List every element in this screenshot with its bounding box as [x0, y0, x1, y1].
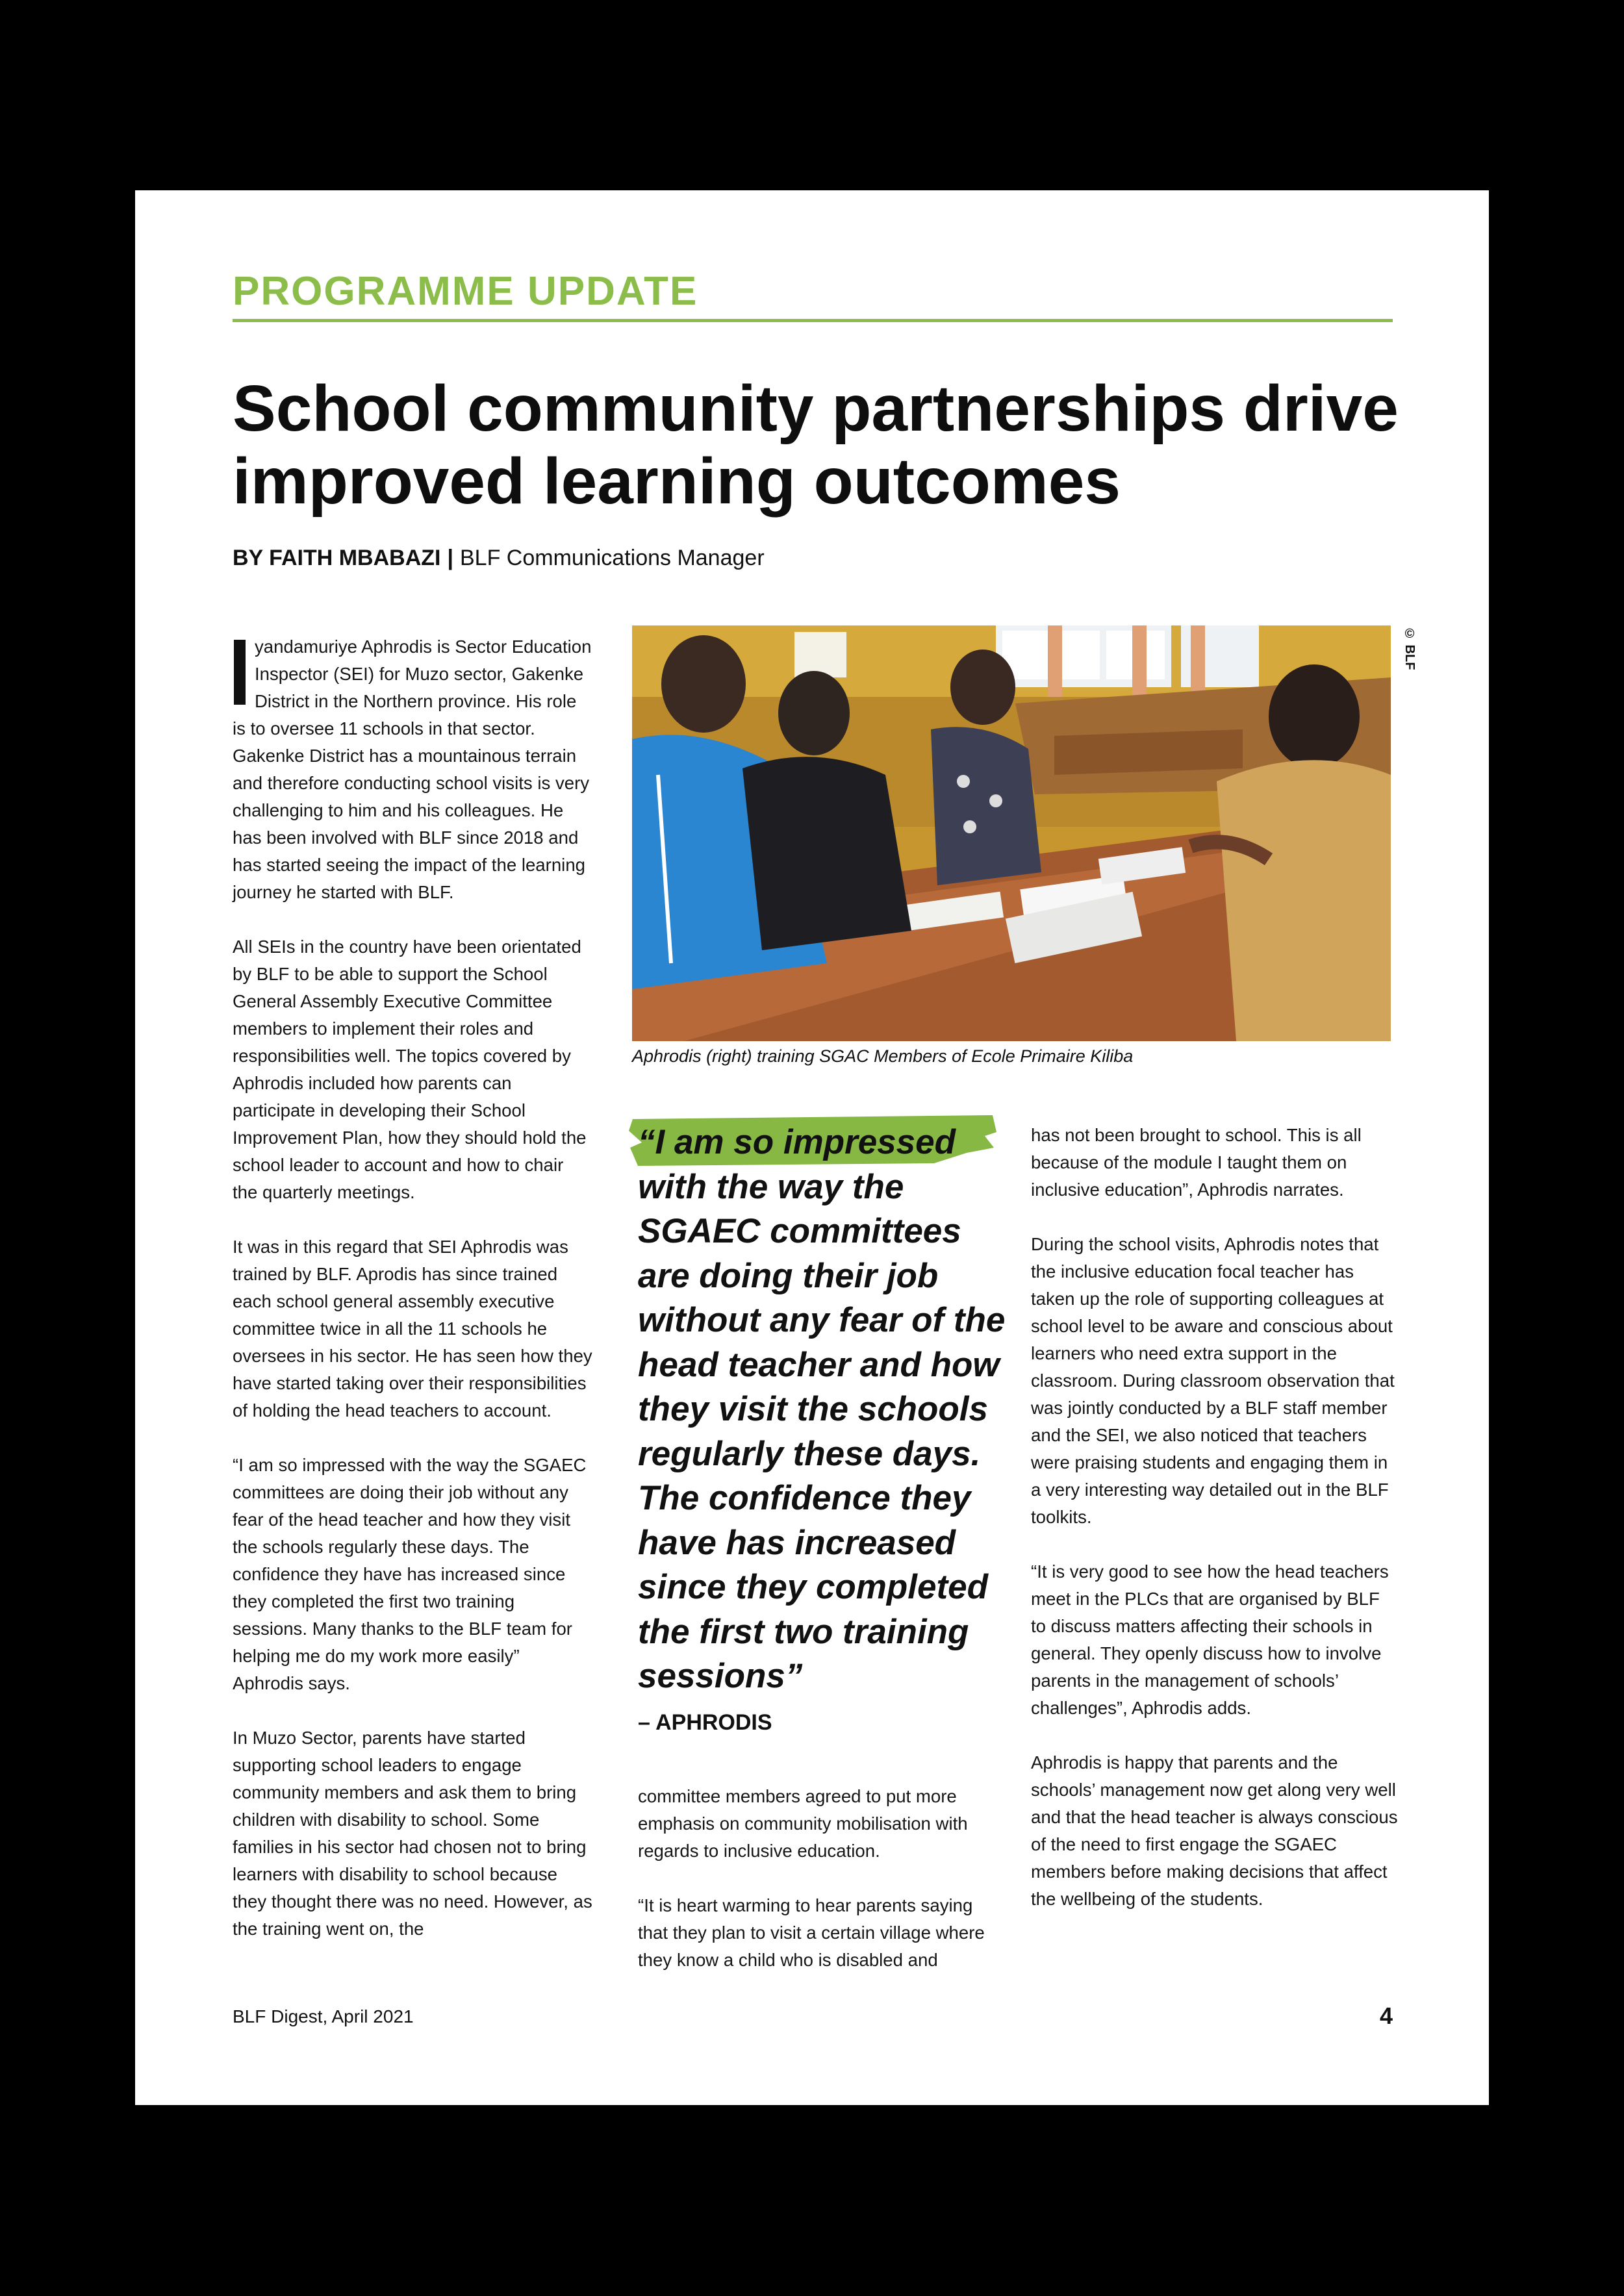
- byline: [233, 546, 765, 571]
- paragraph: committee members agreed to put more emphasis on community mobilisation with regards to inclusive education.: [638, 1786, 968, 1861]
- paragraph: During the school visits, Aphrodis notes that the inclusive education focal teacher has taken up the role of supporting colleagues at school level to be aware and conscious about learners who need extra support in the classroom. During classroom observation that was jointly conducted by a BLF staff member and the SEI, we also noticed that teachers were praising students and engaging them in a very interesting way detailed out in the BLF toolkits.: [1031, 1234, 1395, 1527]
- publication-footer: BLF Digest, April 2021: [233, 2006, 414, 2026]
- photo-caption: Aphrodis (right) training SGAC Members of Ecole Primaire Kiliba: [632, 1046, 1134, 1066]
- byline-role: BLF Communications Manager: [460, 546, 765, 570]
- body-column-2: [638, 1783, 998, 2001]
- byline-author: BY FAITH MBABAZI: [233, 546, 441, 570]
- byline-separator: |: [447, 546, 453, 570]
- training-photo: [632, 625, 1391, 1041]
- paragraph: “It is very good to see how the head teachers meet in the PLCs that are organised by BLF to discuss matters affecting their schools in general. They openly discuss how to involve parents in the management of schools’ challenges”, Aphrodis adds.: [1031, 1561, 1389, 1718]
- section-divider: [233, 319, 1393, 322]
- body-column-1: [233, 633, 593, 1970]
- article-page: [135, 190, 1489, 2105]
- pull-quote-attribution: – APHRODIS: [638, 1710, 772, 1735]
- paragraph: All SEIs in the country have been orientated by BLF to be able to support the School General Assembly Executive Committee members to implement their roles and responsibilities well. The topics covered by Aphrodis included how parents can participate in developing their School Improvement Plan, how they should hold the school leader to account and how to chair the quarterly meetings.: [233, 937, 587, 1202]
- paragraph-text: yandamuriye Aphrodis is Sector Education Inspector (SEI) for Muzo sector, Gakenke District in the Northern province. His role is to oversee 11 schools in that sector. Gakenke District has a mountainous terrain and therefore conducting school visits is very challenging to him and his colleagues. He has been involved with BLF since 2018 and has started seeing the impact of the learning journey he started with BLF.: [233, 637, 592, 902]
- photo-credit: © BLF: [1402, 627, 1417, 670]
- section-label: PROGRAMME UPDATE: [233, 269, 698, 314]
- pull-quote: “I am so impressed with the way the SGAEC committees are doing their job without any fear of the head teacher and how they visit the schools regularly these days. The confidence they have has increased since they completed the first two training sessions”: [638, 1123, 1006, 1695]
- page-number: 4: [1379, 2002, 1393, 2029]
- paragraph: [233, 633, 593, 906]
- paragraph: It was in this regard that SEI Aphrodis was trained by BLF. Aprodis has since trained each school general assembly executive committee twice in all the 11 schools he oversees in his sector. He has seen how they have started taking over their responsibilities of holding the head teachers to account.: [233, 1237, 592, 1420]
- article-headline: School community partnerships drive improved learning outcomes: [233, 372, 1399, 518]
- paragraph: “It is heart warming to hear parents saying that they plan to visit a certain village where they know a child who is disabled and: [638, 1895, 985, 1970]
- paragraph: “I am so impressed with the way the SGAEC committees are doing their job without any fear of the head teacher and how they visit the schools regularly these days. The confidence they have has increased since they completed the first two training sessions. Many thanks to the BLF team for helping me do my work more easily” Aphrodis says.: [233, 1455, 587, 1693]
- classroom-photo-illustration: [632, 625, 1391, 1041]
- drop-cap-mark: [234, 640, 246, 705]
- paragraph: Aphrodis is happy that parents and the schools’ management now get along very well and that the head teacher is always conscious of the need to first engage the SGAEC members before making decisions that affect the wellbeing of the students.: [1031, 1752, 1398, 1909]
- body-column-3: [1031, 1122, 1398, 1940]
- paragraph: In Muzo Sector, parents have started supporting school leaders to engage community members and ask them to bring children with disability to school. Some families in his sector had chosen not to bring learners with disability to school because they thought there was no need. However, as the training went on, the: [233, 1728, 592, 1939]
- paragraph: has not been brought to school. This is all because of the module I taught them on inclusive education”, Aphrodis narrates.: [1031, 1125, 1362, 1200]
